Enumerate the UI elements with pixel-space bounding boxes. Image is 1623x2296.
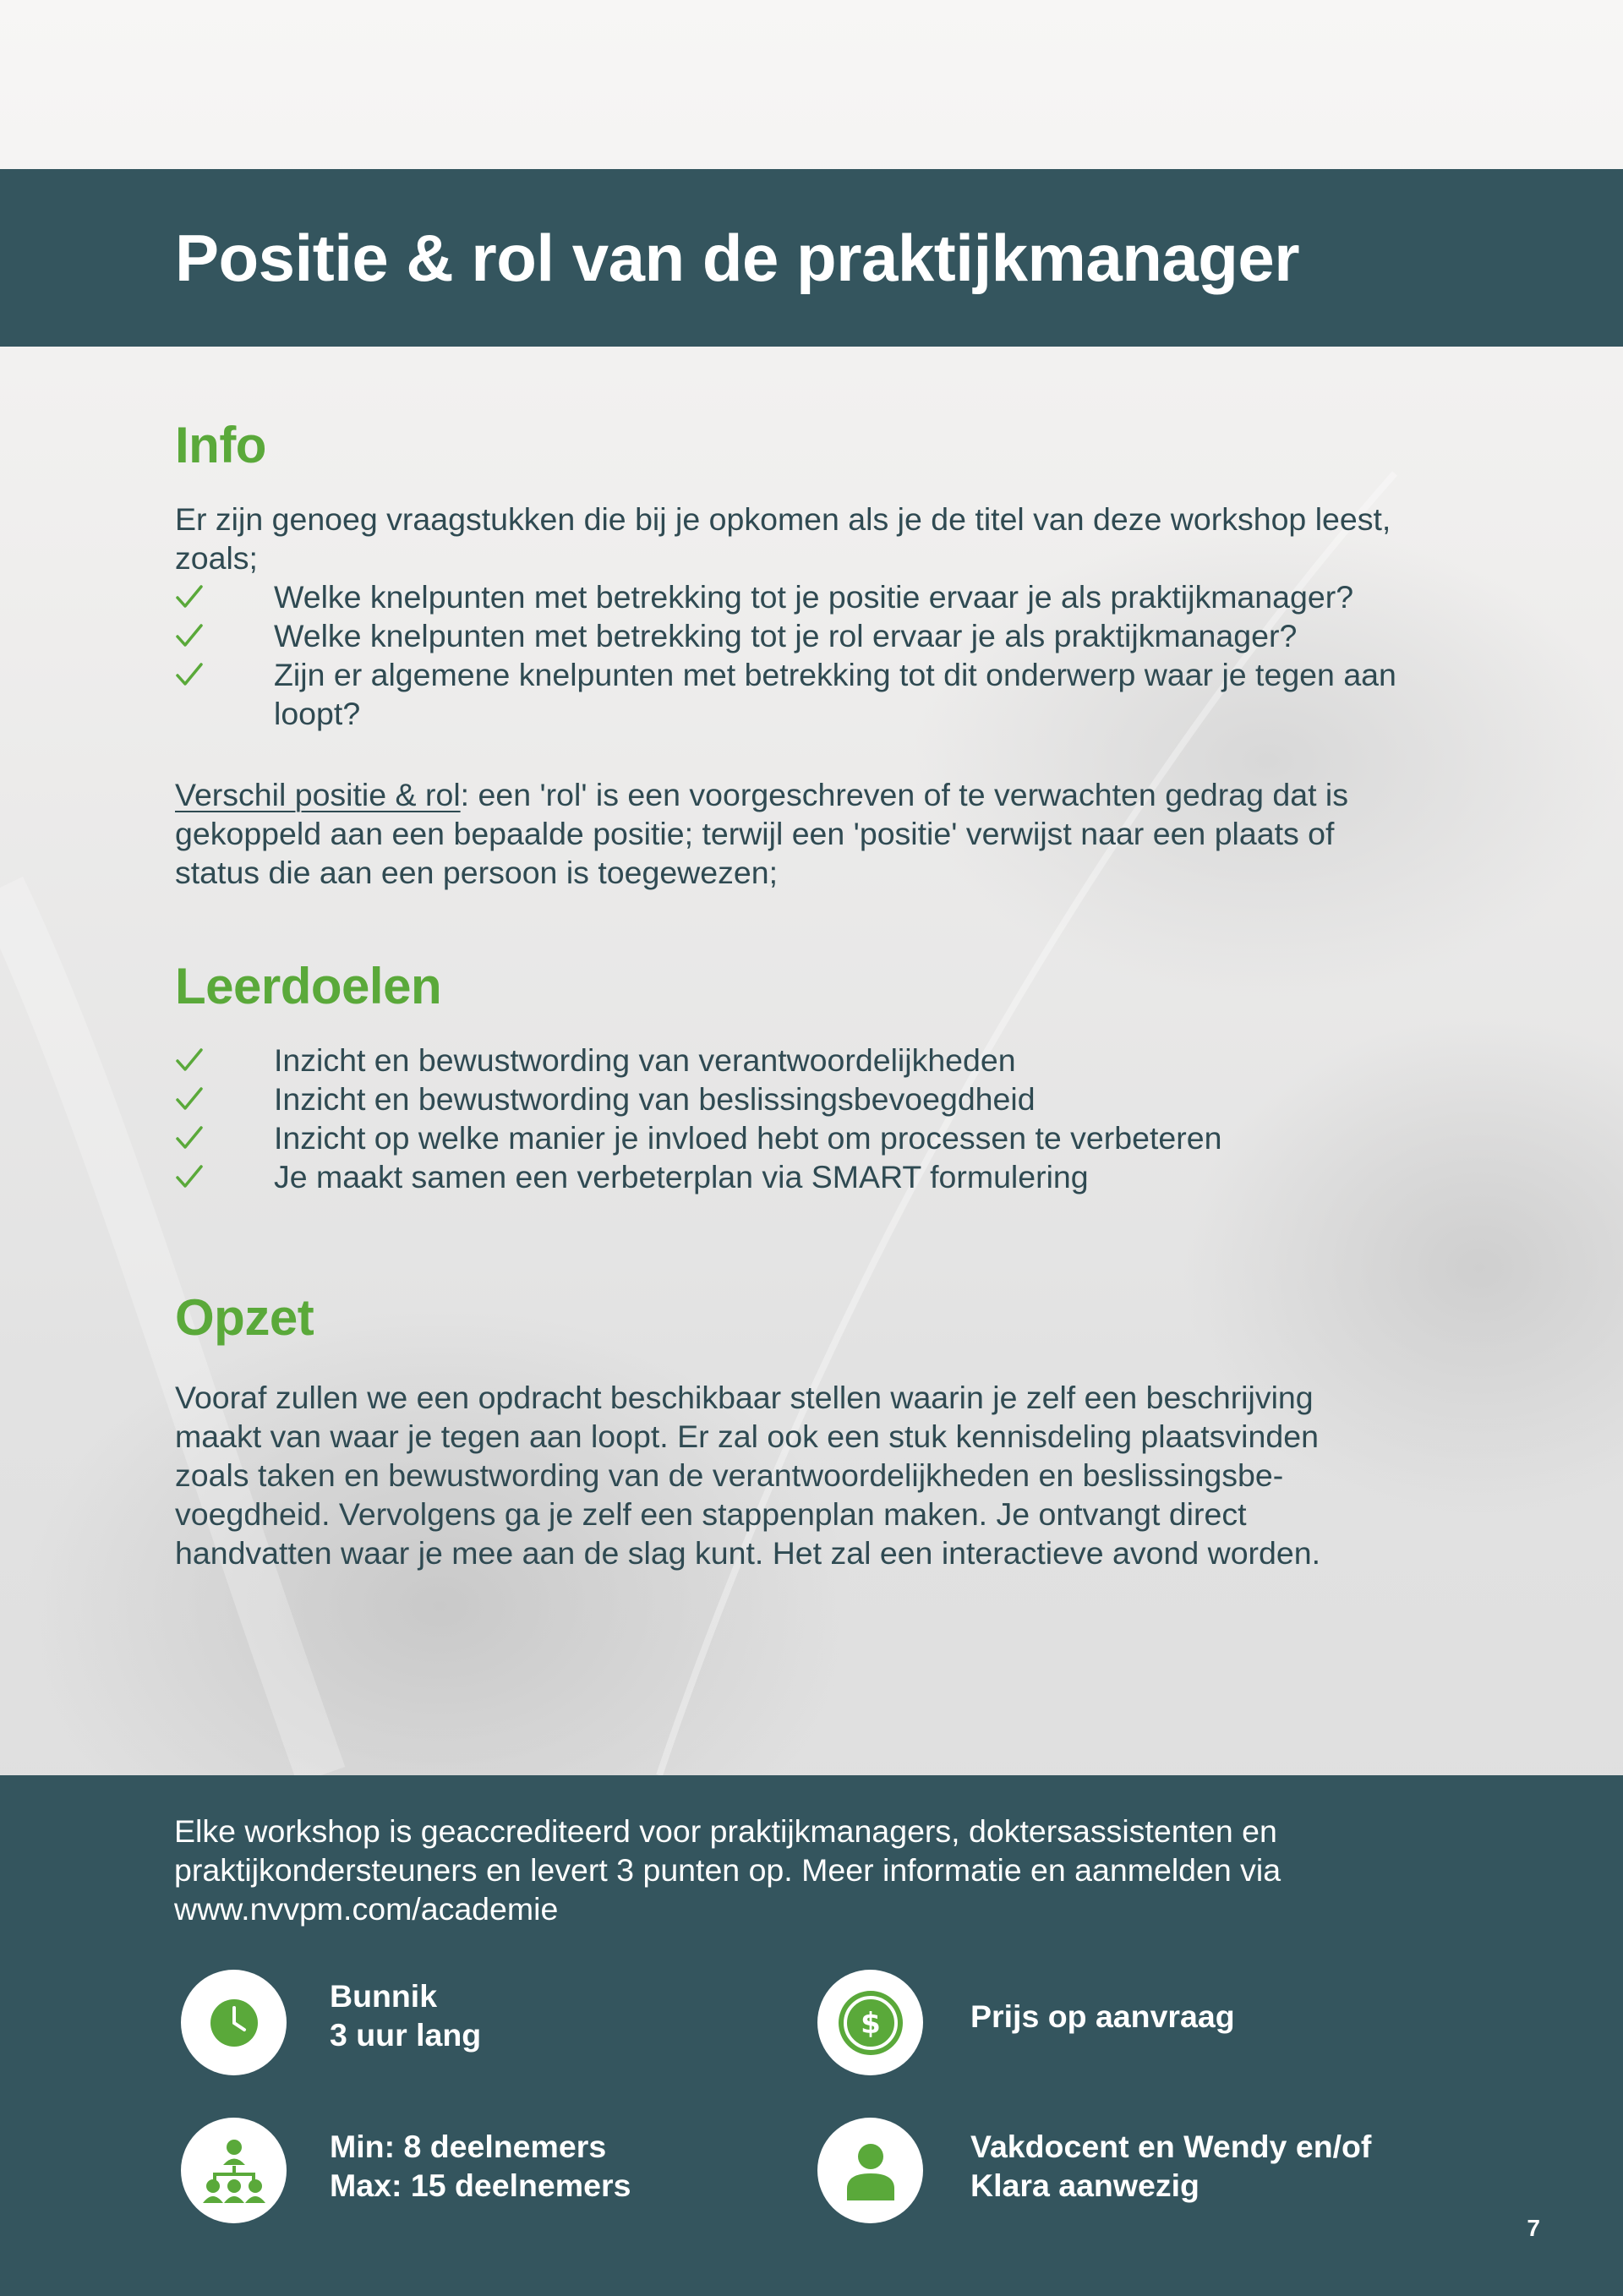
goal-text: Inzicht en bewustwording van beslissingsbevoegdheid <box>274 1081 1036 1117</box>
price: Prijs op aanvraag <box>970 1998 1235 2034</box>
difference-paragraph <box>175 775 1392 892</box>
footer <box>0 1775 1623 2296</box>
difference-text: : een 'rol' is een voorgeschreven of te verwachten gedrag dat is gekoppeld aan een bepaalde positie; terwijl een 'positie' verwijst naar een plaats of status die aan een persoon is toegewezen; <box>175 777 1349 890</box>
svg-text:$: $ <box>860 2006 881 2041</box>
clock-badge <box>181 1970 287 2075</box>
location-duration <box>330 1976 481 2054</box>
list-item <box>175 1118 1443 1157</box>
info-intro: Er zijn genoeg vraagstukken die bij je opkomen als je de titel van deze workshop leest, zoals; <box>175 501 1391 576</box>
check-icon <box>175 660 204 689</box>
person-icon <box>844 2141 898 2200</box>
list-item <box>175 655 1398 733</box>
question-text: Welke knelpunten met betrekking tot je positie ervaar je als praktijkmanager? <box>274 579 1354 615</box>
goal-text: Inzicht en bewustwording van verantwoordelijkheden <box>274 1042 1016 1078</box>
list-item <box>175 577 1443 616</box>
list-item <box>175 1080 1443 1118</box>
leerdoelen-heading: Leerdoelen <box>175 958 442 1014</box>
title-bar <box>0 169 1623 347</box>
group-icon <box>198 2137 270 2205</box>
question-text: Welke knelpunten met betrekking tot je rol ervaar je als praktijkmanager? <box>274 618 1298 653</box>
goal-text: Inzicht op welke manier je invloed hebt om processen te verbeteren <box>274 1120 1222 1156</box>
max-participants: Max: 15 deelnemers <box>330 2168 631 2203</box>
dollar-coin-icon <box>836 1988 905 2058</box>
question-list <box>175 577 1443 733</box>
person-badge <box>817 2118 923 2223</box>
check-icon <box>175 1123 204 1152</box>
teachers <box>970 2127 1371 2205</box>
check-icon <box>175 1046 204 1074</box>
info-heading: Info <box>175 417 266 473</box>
check-icon <box>175 1162 204 1191</box>
teachers-line-1: Vakdocent en Wendy en/of <box>970 2129 1372 2164</box>
price-text <box>970 1997 1235 2036</box>
learning-goals-list <box>175 1041 1443 1196</box>
question-text: Zijn er algemene knelpunten met betrekking tot dit onderwerp waar je tegen aan loopt? <box>274 657 1396 731</box>
page-title: Positie & rol van de praktijkmanager <box>175 221 1300 295</box>
difference-label: Verschil positie & rol <box>175 777 461 812</box>
price-badge <box>817 1970 923 2075</box>
opzet-heading: Opzet <box>175 1289 314 1346</box>
opzet-text: Vooraf zullen we een opdracht beschikbaar stellen waarin je zelf een beschrijving maakt van waar je tegen aan loopt. Er zal ook een stuk kennisdeling plaatsvinden zoals taken en bewustwording van de verantwoordelijkheden en beslissingsbe-voegdheid. Vervolgens ga je zelf een stappenplan maken. Je ontvangt direct handvatten waar je mee aan de slag kunt. Het zal een interactieve avond worden. <box>175 1380 1321 1571</box>
check-icon <box>175 582 204 611</box>
list-item <box>175 1157 1443 1196</box>
check-icon <box>175 1085 204 1113</box>
check-icon <box>175 621 204 650</box>
participants <box>330 2127 631 2205</box>
group-badge <box>181 2118 287 2223</box>
clock-icon <box>207 1996 261 2050</box>
page-number: 7 <box>1527 2215 1540 2241</box>
list-item <box>175 616 1443 655</box>
duration: 3 uur lang <box>330 2017 482 2053</box>
location: Bunnik <box>330 1978 438 2014</box>
accreditation-text: Elke workshop is geaccrediteerd voor praktijkmanagers, doktersassistenten en praktijkondersteuners en levert 3 punten op. Meer informatie en aanmelden via www.nvvpm.com/academie <box>174 1813 1281 1927</box>
goal-text: Je maakt samen een verbeterplan via SMART formulering <box>274 1159 1089 1194</box>
min-participants: Min: 8 deelnemers <box>330 2129 607 2164</box>
list-item <box>175 1041 1443 1080</box>
teachers-line-2: Klara aanwezig <box>970 2168 1199 2203</box>
